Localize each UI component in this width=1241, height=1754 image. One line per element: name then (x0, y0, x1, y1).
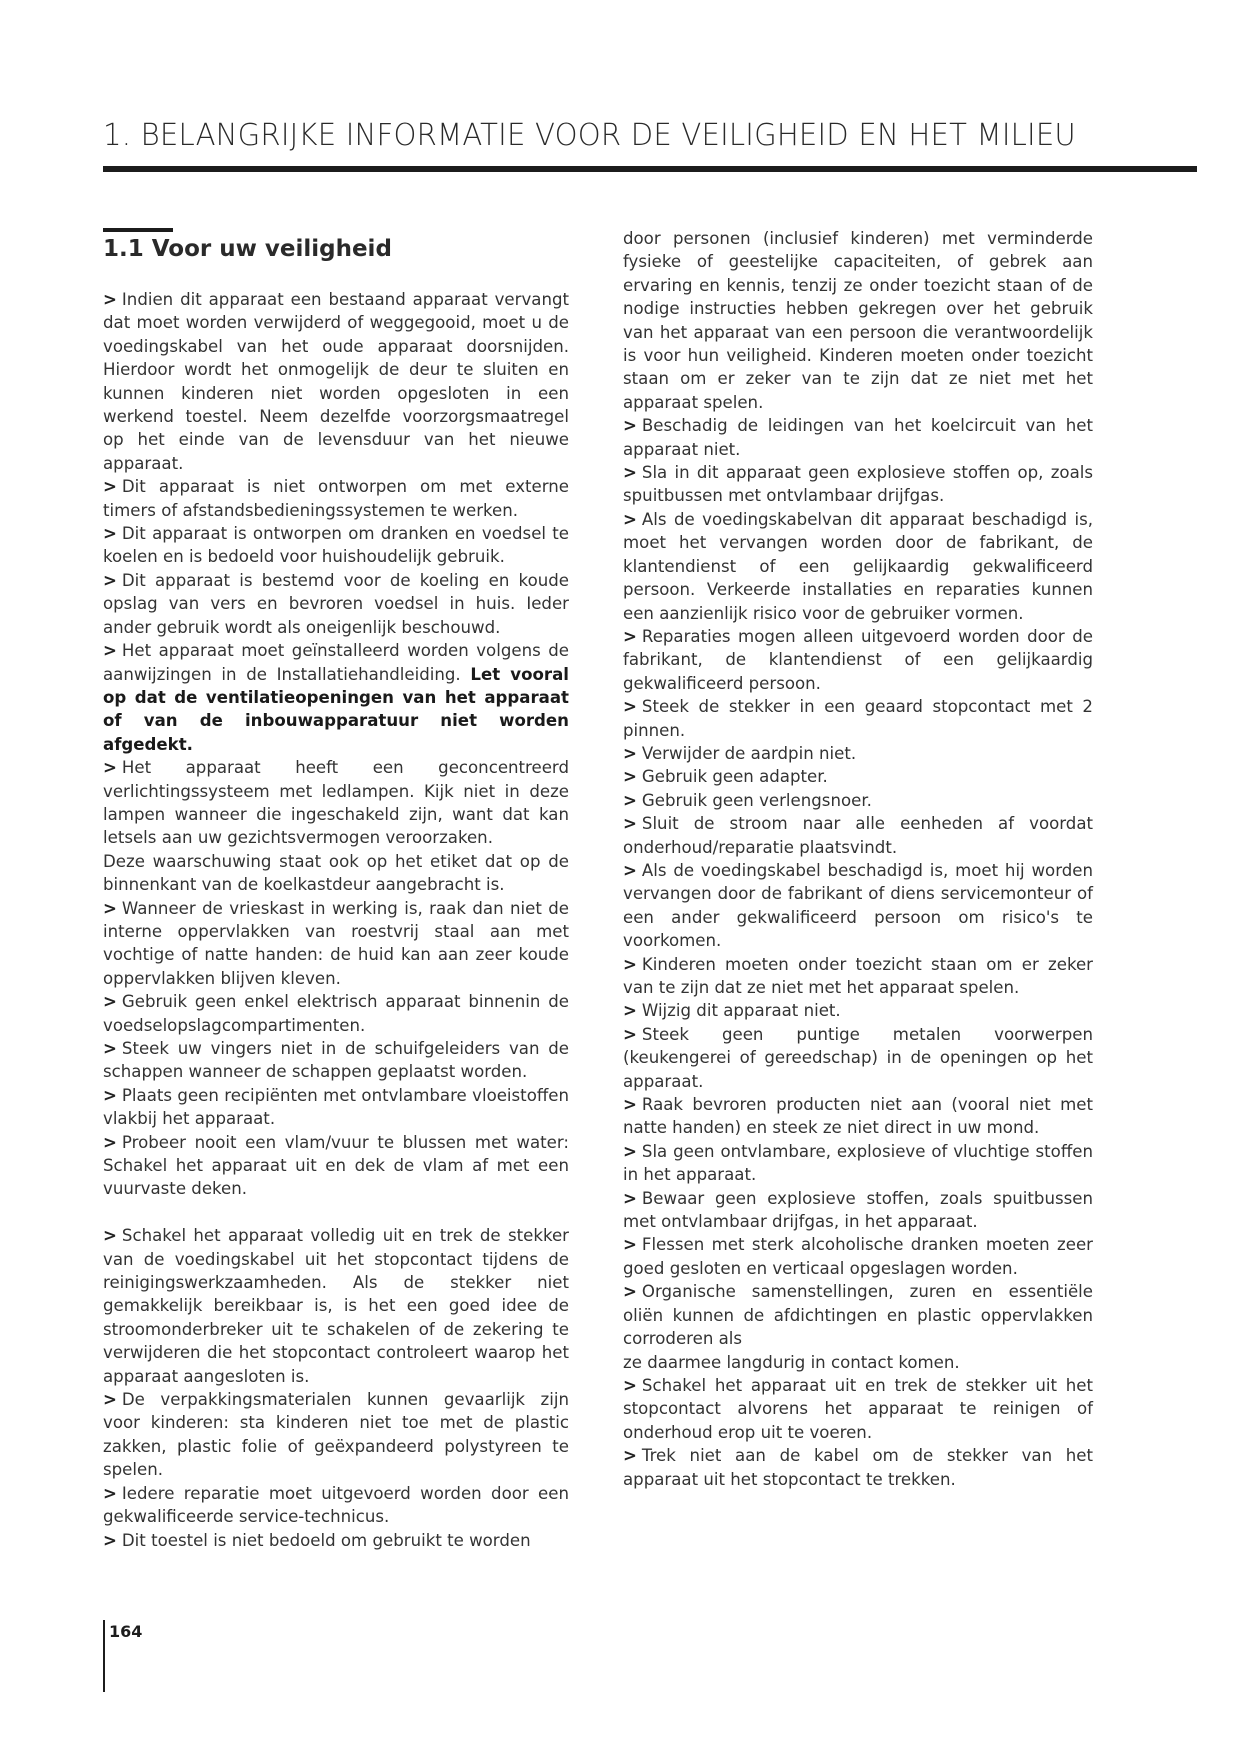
paragraph-text: Wijzig dit apparaat niet. (641, 1001, 841, 1021)
safety-paragraph (623, 1187, 1093, 1234)
safety-paragraph (103, 1388, 569, 1482)
paragraph-text: Deze waarschuwing staat ook op het etiket dat op de binnenkant van de koelkastdeur aangebracht is. (103, 851, 569, 895)
paragraph-text: Plaats geen recipiënten met ontvlambare vloeistoffen vlakbij het apparaat. (103, 1085, 569, 1129)
paragraph-text: Dit apparaat is bestemd voor de koeling en koude opslag van vers en bevroren voedsel in huis. Ieder ander gebruik wordt als oneigenlijk beschouwd. (103, 570, 569, 637)
safety-paragraph (103, 850, 569, 897)
safety-paragraph (103, 522, 569, 569)
bullet-marker: > (103, 524, 117, 544)
safety-paragraph (623, 508, 1093, 625)
bullet-marker: > (103, 1132, 117, 1152)
bullet-marker: > (623, 1446, 637, 1466)
safety-paragraph (623, 1280, 1093, 1350)
page-number: 164 (109, 1622, 143, 1641)
paragraph-text: Steek uw vingers niet in de schuifgeleiders van de schappen wanneer de schappen geplaatst worden. (103, 1039, 569, 1082)
bullet-marker: > (623, 954, 637, 974)
paragraph-text: Wanneer de vrieskast in werking is, raak dan niet de interne oppervlakken van roestvrij staal aan met vochtige of natte handen: de huid kan aan zeer koude oppervlakken blijven kleven. (103, 898, 569, 988)
paragraph-text: Steek geen puntige metalen voorwerpen (keukengerei of gereedschap) in de openingen op het apparaat. (623, 1024, 1093, 1091)
safety-paragraph (623, 1023, 1093, 1093)
bullet-marker: > (623, 697, 637, 717)
paragraph-text: Dit apparaat is niet ontworpen om met externe timers of afstandsbedieningssystemen te werken. (103, 477, 569, 520)
safety-paragraph (623, 1444, 1093, 1491)
safety-paragraph (623, 812, 1093, 859)
paragraph-text: Gebruik geen enkel elektrisch apparaat binnenin de voedselopslagcompartimenten. (103, 992, 569, 1035)
bullet-marker: > (103, 1085, 117, 1105)
bullet-marker: > (623, 1141, 637, 1161)
bullet-marker: > (103, 1483, 117, 1503)
safety-paragraph (103, 1482, 569, 1529)
bullet-marker: > (623, 1188, 637, 1208)
paragraph-text: Sla geen ontvlambare, explosieve of vluchtige stoffen in het apparaat. (623, 1141, 1093, 1185)
bullet-marker: > (623, 1235, 637, 1255)
bullet-marker: > (623, 814, 637, 834)
safety-paragraph (623, 765, 1093, 788)
bullet-marker: > (623, 1001, 637, 1021)
safety-paragraph (103, 475, 569, 522)
bullet-marker: > (103, 992, 117, 1012)
safety-paragraph (623, 999, 1093, 1022)
paragraph-text: door personen (inclusief kinderen) met verminderde fysieke of geestelijke capaciteiten, of gebrek aan ervaring en kennis, tenzij ze onder toezicht staan of de nodige instructies hebben gekregen over het gebruik van het apparaat van een persoon die verantwoordelijk is voor hun veiligheid. Kinderen moeten onder toezicht staan om er zeker van te zijn dat ze niet met het apparaat spelen. (623, 229, 1093, 412)
bullet-marker: > (623, 1282, 637, 1302)
safety-paragraph (623, 1140, 1093, 1187)
safety-paragraph (103, 756, 569, 850)
bullet-marker: > (103, 1039, 117, 1058)
safety-paragraph (103, 897, 569, 991)
safety-paragraph (623, 695, 1093, 742)
safety-paragraph (103, 1529, 569, 1552)
paragraph-text: Raak bevroren producten niet aan (vooral niet met natte handen) en steek ze niet direct in uw mond. (623, 1095, 1093, 1138)
paragraph-text: Beschadig de leidingen van het koelcircuit van het apparaat niet. (623, 416, 1093, 459)
bullet-marker: > (103, 898, 117, 918)
paragraph-text: Trek niet aan de kabel om de stekker van het apparaat uit het stopcontact te trekken. (623, 1446, 1093, 1489)
footer-rule (103, 1620, 105, 1692)
paragraph-emphasis: Let vooral op dat de ventilatieopeningen van het apparaat of van de inbouwapparatuur niet worden afgedekt. (103, 664, 569, 754)
title-underline (103, 166, 1197, 172)
paragraph-text: Gebruik geen verlengsnoer. (641, 790, 872, 810)
bullet-marker: > (103, 641, 117, 661)
paragraph-text: Steek de stekker in een geaard stopcontact met 2 pinnen. (623, 697, 1093, 740)
safety-paragraph (103, 569, 569, 639)
safety-paragraph (623, 1233, 1093, 1280)
paragraph-text: Dit apparaat is ontworpen om dranken en voedsel te koelen en is bedoeld voor huishoudelijk gebruik. (103, 524, 569, 567)
safety-paragraph (623, 859, 1093, 953)
paragraph-text: Als de voedingskabel beschadigd is, moet hij worden vervangen door de fabrikant of diens servicemonteur of een ander gekwalificeerd persoon om risico's te voorkomen. (623, 860, 1093, 951)
left-column (103, 288, 569, 1552)
safety-paragraph (623, 1374, 1093, 1444)
safety-paragraph (623, 953, 1093, 1000)
safety-paragraph (623, 625, 1093, 695)
bullet-marker: > (103, 1530, 117, 1550)
paragraph-text: Reparaties mogen alleen uitgevoerd worden door de fabrikant, de klantendienst of een gelijkaardig gekwalificeerd persoon. (623, 626, 1093, 693)
paragraph-text: Organische samenstellingen, zuren en essentiële oliën kunnen de afdichtingen en plastic oppervlakken corroderen als (623, 1282, 1093, 1349)
safety-paragraph (103, 1224, 569, 1388)
safety-paragraph (103, 639, 569, 756)
safety-paragraph (623, 461, 1093, 508)
bullet-marker: > (103, 1226, 117, 1246)
paragraph-text: De verpakkingsmaterialen kunnen gevaarlijk zijn voor kinderen: sta kinderen niet toe met de plastic zakken, plastic folie of geëxpandeerd polystyreen te spelen. (103, 1390, 569, 1480)
bullet-marker: > (623, 1375, 637, 1395)
paragraph-text: Indien dit apparaat een bestaand apparaat vervangt dat moet worden verwijderd of weggegooid, moet u de voedingskabel van het oude apparaat doorsnijden. Hierdoor wordt het onmogelijk de deur te sluiten en kunnen kinderen niet worden opgesloten in een werkend toestel. Neem dezelfde voorzorgsmaatregel op het einde van de levensduur van het nieuwe apparaat. (103, 290, 569, 473)
section-heading: 1.1 Voor uw veiligheid (103, 236, 392, 262)
paragraph-text: Probeer nooit een vlam/vuur te blussen met water: Schakel het apparaat uit en dek de vlam af met een vuurvaste deken. (103, 1132, 569, 1199)
bullet-marker: > (103, 1390, 117, 1410)
bullet-marker: > (623, 626, 637, 646)
bullet-marker: > (623, 767, 637, 787)
bullet-marker: > (623, 416, 637, 436)
paragraph-text: Gebruik geen adapter. (641, 767, 828, 787)
bullet-marker: > (623, 860, 637, 880)
bullet-marker: > (623, 509, 637, 529)
safety-paragraph (623, 1351, 1093, 1374)
bullet-marker: > (623, 790, 637, 810)
bullet-marker: > (103, 290, 117, 309)
bullet-marker: > (623, 743, 637, 763)
paragraph-text: Kinderen moeten onder toezicht staan om er zeker van te zijn dat ze niet met het apparaat spelen. (623, 954, 1093, 997)
paragraph-text: Het apparaat heeft een geconcentreerd verlichtingssysteem met ledlampen. Kijk niet in deze lampen wanneer die ingeschakeld zijn, want dat kan letsels aan uw gezichtsvermogen veroorzaken. (103, 758, 569, 848)
paragraph-text: Als de voedingskabelvan dit apparaat beschadigd is, moet het vervangen worden door de fabrikant, de klantendienst of een gelijkaardig gekwalificeerd persoon. Verkeerde installaties en reparaties kunnen een aanzienlijk risico voor de gebruiker vormen. (623, 509, 1093, 623)
paragraph-text: Verwijder de aardpin niet. (641, 743, 857, 763)
safety-paragraph (623, 789, 1093, 812)
bullet-marker: > (623, 1024, 637, 1044)
bullet-marker: > (103, 758, 117, 778)
safety-paragraph (623, 414, 1093, 461)
paragraph-text: Schakel het apparaat volledig uit en trek de stekker van de voedingskabel uit het stopcontact tijdens de reinigingswerkzaamheden. Als de stekker niet gemakkelijk bereikbaar is, is het een goed idee de stroomonderbreker uit te schakelen of de zekering te verwijderen die het stopcontact controleert waarop het apparaat aangesloten is. (103, 1226, 569, 1386)
safety-paragraph (103, 1131, 569, 1201)
paragraph-text: Schakel het apparaat uit en trek de stekker uit het stopcontact alvorens het apparaat te reinigen of onderhoud erop uit te voeren. (623, 1375, 1093, 1442)
section-rule (103, 228, 173, 232)
paragraph-text: Iedere reparatie moet uitgevoerd worden door een gekwalificeerde service-technicus. (103, 1483, 569, 1527)
safety-paragraph (103, 1084, 569, 1131)
paragraph-text: Het apparaat moet geïnstalleerd worden volgens de aanwijzingen in de Installatiehandleiding. (103, 641, 569, 684)
safety-paragraph (623, 1093, 1093, 1140)
bullet-marker: > (103, 570, 117, 590)
safety-paragraph (103, 288, 569, 475)
paragraph-text: Dit toestel is niet bedoeld om gebruikt te worden (121, 1530, 531, 1550)
safety-paragraph (623, 227, 1093, 414)
safety-paragraph (623, 742, 1093, 765)
right-column (623, 227, 1093, 1491)
safety-paragraph (103, 990, 569, 1037)
paragraph-text: Flessen met sterk alcoholische dranken moeten zeer goed gesloten en verticaal opgeslagen worden. (623, 1235, 1093, 1278)
bullet-marker: > (623, 463, 637, 483)
bullet-marker: > (623, 1095, 637, 1115)
page-title: 1. BELANGRIJKE INFORMATIE VOOR DE VEILIGHEID EN HET MILIEU (103, 118, 1076, 153)
bullet-marker: > (103, 477, 117, 497)
paragraph-text: Sla in dit apparaat geen explosieve stoffen op, zoals spuitbussen met ontvlambaar drijfgas. (623, 463, 1093, 506)
paragraph-text: Bewaar geen explosieve stoffen, zoals spuitbussen met ontvlambaar drijfgas, in het apparaat. (623, 1188, 1093, 1232)
paragraph-text: Sluit de stroom naar alle eenheden af voordat onderhoud/reparatie plaatsvindt. (623, 814, 1093, 857)
safety-paragraph (103, 1037, 569, 1084)
paragraph-text: ze daarmee langdurig in contact komen. (623, 1352, 960, 1372)
